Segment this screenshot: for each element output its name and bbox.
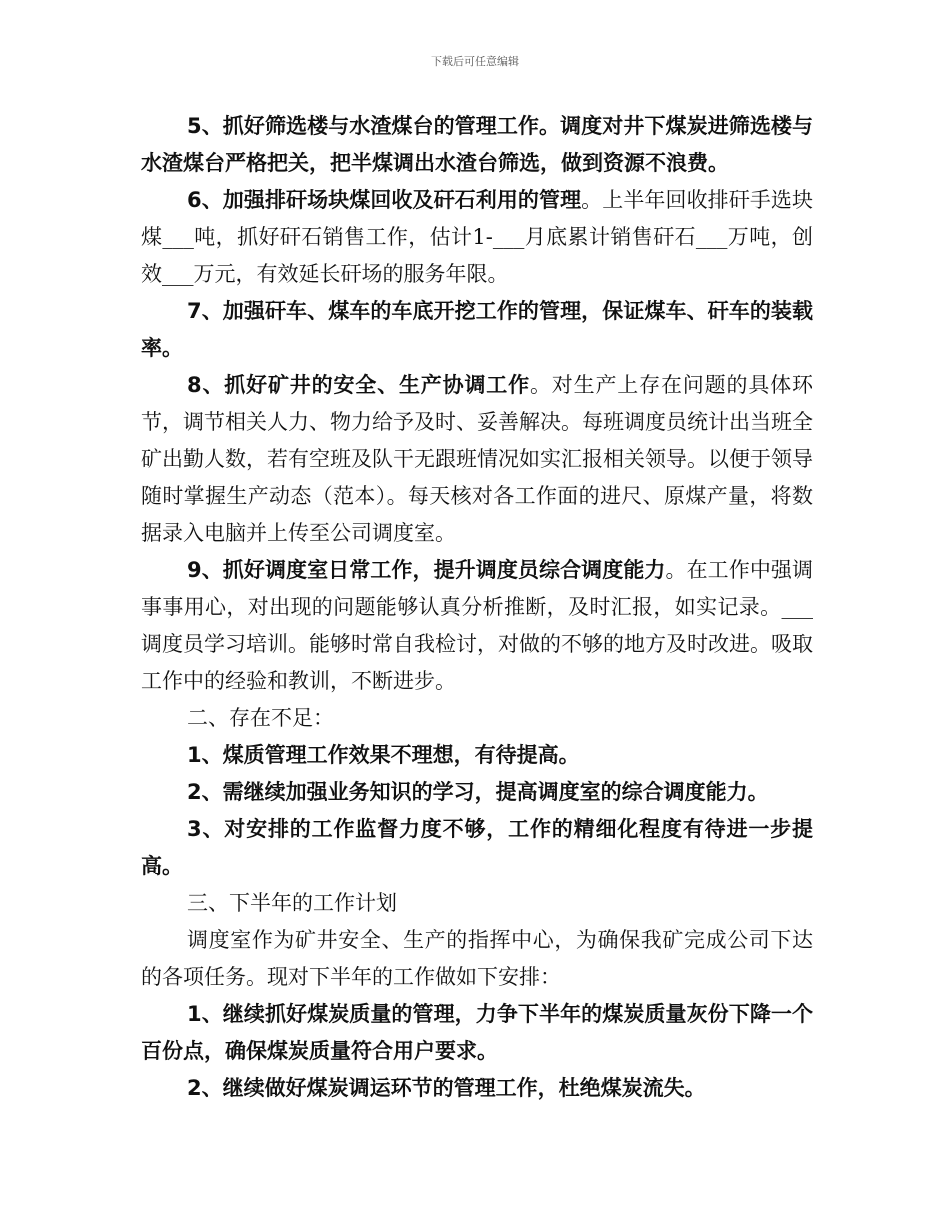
shortcoming-item-2	[141, 774, 813, 811]
paragraph-item-7	[141, 293, 813, 367]
paragraph-text: 三、下半年的工作计划	[187, 891, 397, 915]
paragraph-text: 。对生产上存在问题的具体环节，调节相关人力、物力给予及时、妥善解决。每班调度员统计出当班全矿出勤人数，若有空班及队干无跟班情况如实汇报相关领导。以便于领导随时掌握生产动态（范本）。每天核对各工作面的进尺、原煤产量，将数据录入电脑并上传至公司调度室。	[141, 373, 813, 545]
paragraph-bold: 7、加强矸车、煤车的车底开挖工作的管理，保证煤车、矸车的装载率。	[141, 299, 813, 360]
paragraph-item-8	[141, 367, 813, 552]
page-header: 下载后可任意编辑	[431, 55, 519, 68]
paragraph-item-6	[141, 182, 813, 293]
plan-item-2	[141, 1070, 813, 1107]
paragraph-bold: 2、需继续加强业务知识的学习，提高调度室的综合调度能力。	[187, 780, 769, 804]
paragraph-bold: 8、抓好矿井的安全、生产协调工作	[187, 373, 530, 397]
section-heading-shortcomings	[141, 700, 813, 737]
shortcoming-item-1	[141, 737, 813, 774]
paragraph-bold: 1、继续抓好煤炭质量的管理，力争下半年的煤炭质量灰份下降一个百份点，确保煤炭质量符合用户要求。	[141, 1002, 813, 1063]
shortcoming-item-3	[141, 811, 813, 885]
paragraph-bold: 9、抓好调度室日常工作，提升调度员综合调度能力	[187, 558, 666, 582]
paragraph-bold: 5、抓好筛选楼与水渣煤台的管理工作。调度对井下煤炭进筛选楼与水渣煤台严格把关，把半煤调出水渣台筛选，做到资源不浪费。	[141, 114, 813, 175]
paragraph-text: 。上半年回收排矸手选块煤___吨，抓好矸石销售工作，估计1-___月底累计销售矸石___万吨，创效___万元，有效延长矸场的服务年限。	[141, 188, 813, 286]
paragraph-bold: 1、煤质管理工作效果不理想，有待提高。	[187, 743, 580, 767]
paragraph-item-5	[141, 108, 813, 182]
plan-item-1	[141, 996, 813, 1070]
paragraph-bold: 2、继续做好煤炭调运环节的管理工作，杜绝煤炭流失。	[187, 1076, 706, 1100]
plan-intro	[141, 922, 813, 996]
section-heading-plan	[141, 885, 813, 922]
paragraph-item-9	[141, 552, 813, 700]
paragraph-bold: 3、对安排的工作监督力度不够，工作的精细化程度有待进一步提高。	[141, 817, 813, 878]
paragraph-text: 调度室作为矿井安全、生产的指挥中心，为确保我矿完成公司下达的各项任务。现对下半年的工作做如下安排：	[141, 928, 813, 989]
paragraph-text: 。在工作中强调事事用心，对出现的问题能够认真分析推断，及时汇报，如实记录。___调度员学习培训。能够时常自我检讨，对做的不够的地方及时改进。吸取工作中的经验和教训，不断进步。	[141, 558, 813, 693]
paragraph-text: 二、存在不足：	[187, 706, 334, 730]
paragraph-bold: 6、加强排矸场块煤回收及矸石利用的管理	[187, 188, 582, 212]
